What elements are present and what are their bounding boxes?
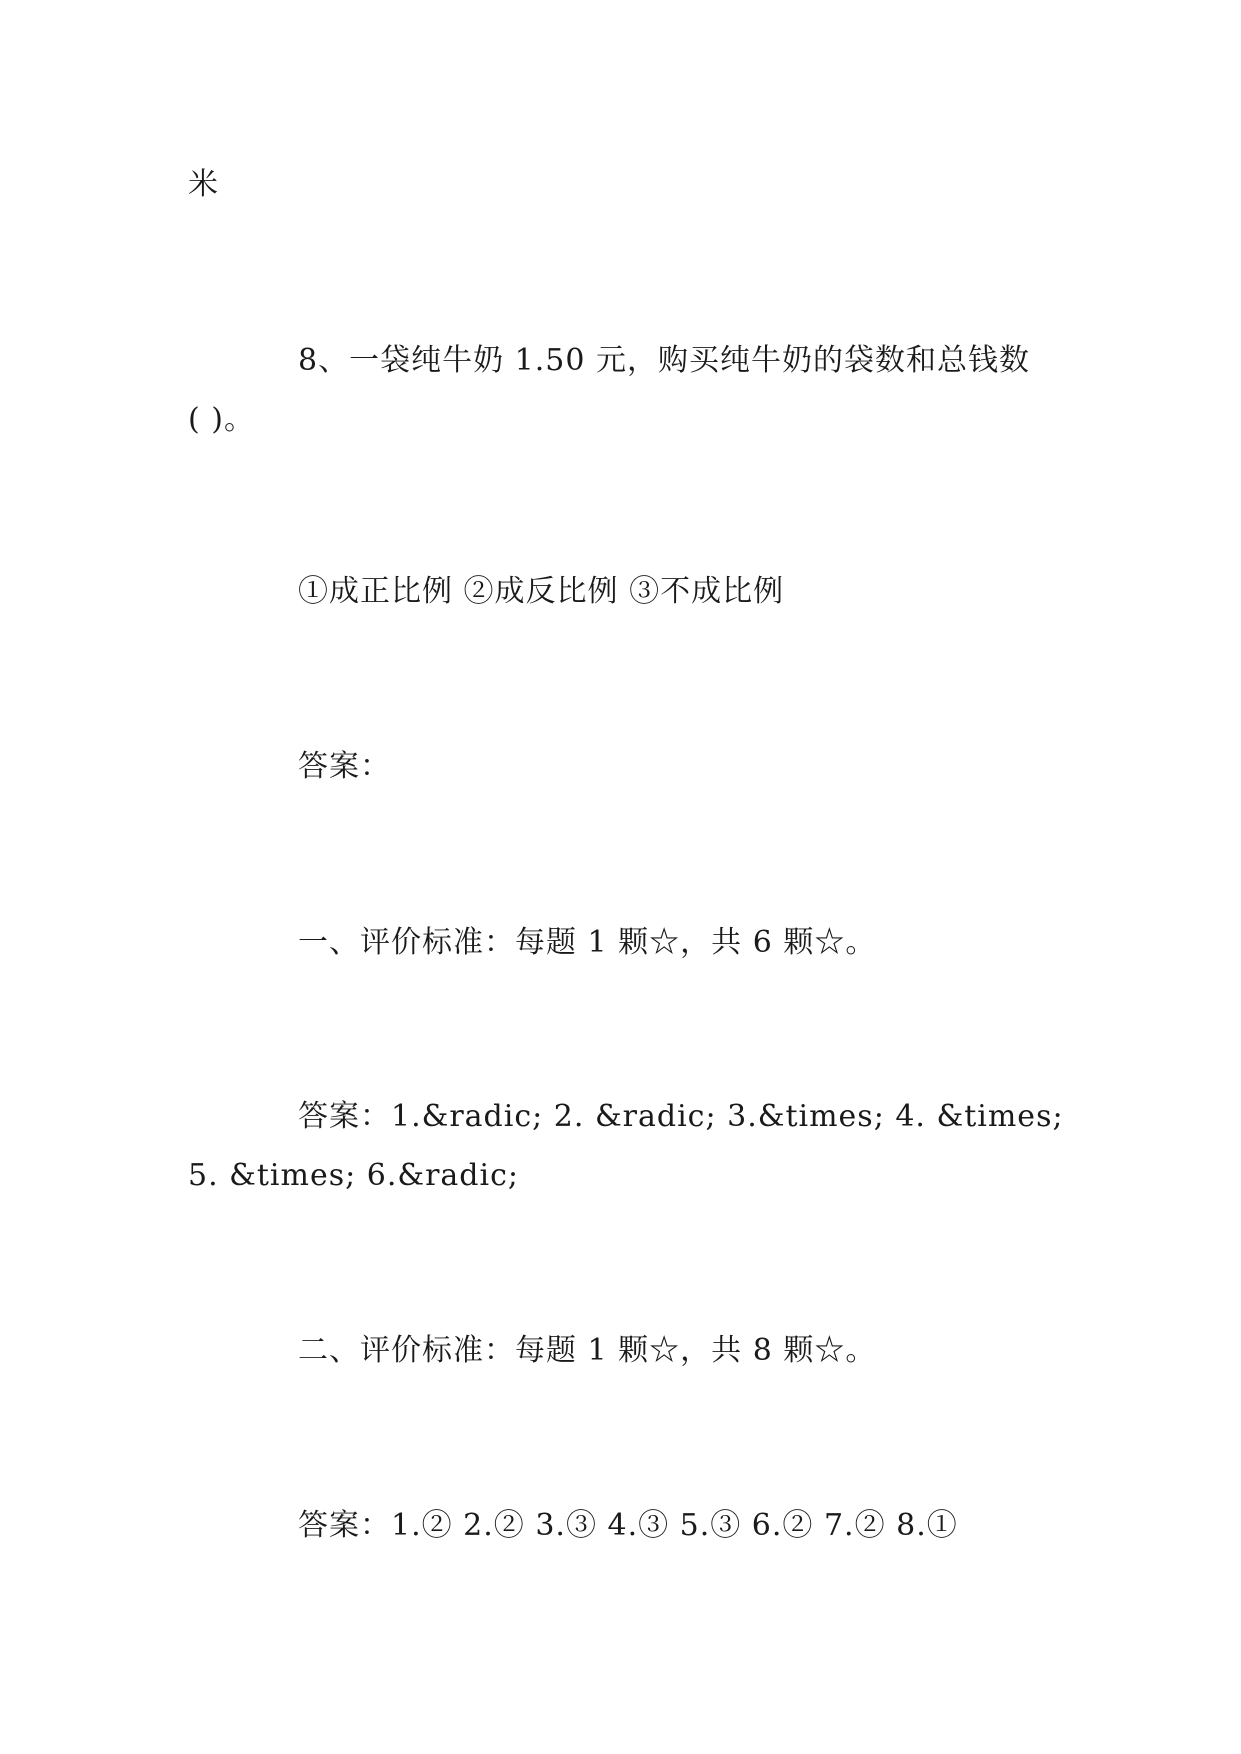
section-2-criteria: 二、评价标准：每题 1 颗☆，共 8 颗☆。 [298, 1333, 877, 1368]
section-1-answers-line-1: 答案：1.&radic; 2. &radic; 3.&times; 4. &times; [298, 1099, 1064, 1134]
question-8-text: 8、一袋纯牛奶 1.50 元，购买纯牛奶的袋数和总钱数 [298, 343, 1030, 378]
text-line-unit: 米 [188, 167, 219, 202]
answer-heading: 答案： [298, 749, 391, 784]
section-2-answers: 答案：1.② 2.② 3.③ 4.③ 5.③ 6.② 7.② 8.① [298, 1508, 958, 1543]
question-8-options: ①成正比例 ②成反比例 ③不成比例 [298, 574, 785, 609]
question-8-blank: ( )。 [188, 402, 255, 437]
section-1-answers-line-2: 5. &times; 6.&radic; [188, 1158, 520, 1193]
section-1-criteria: 一、评价标准：每题 1 颗☆，共 6 颗☆。 [298, 925, 877, 960]
